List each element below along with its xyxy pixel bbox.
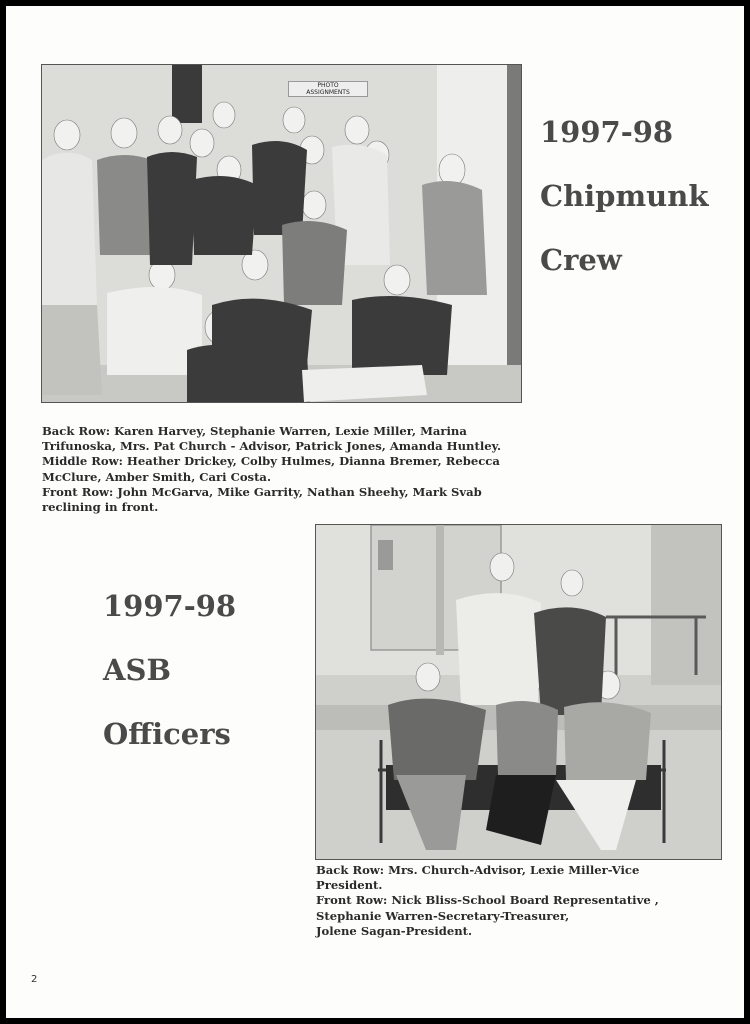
caption-line: Middle Row: Heather Drickey, Colby Hulmes, Dianna Bremer, Rebecca	[42, 454, 500, 469]
yearbook-page	[6, 6, 744, 1018]
caption-line: reclining in front.	[42, 500, 159, 515]
asb-officers-year: 1997-98	[103, 589, 237, 623]
page-number: 2	[31, 974, 38, 985]
chipmunk-crew-title-line-1: Chipmunk	[540, 179, 709, 213]
photo-assignments-poster	[288, 81, 368, 97]
caption-line: Front Row: John McGarva, Mike Garrity, Nathan Sheehy, Mark Svab	[42, 484, 482, 499]
asb-officers-photo-scene	[316, 525, 721, 859]
chipmunk-crew-photo	[41, 64, 522, 403]
caption-line: Jolene Sagan-President.	[316, 923, 473, 938]
caption-line: Front Row: Nick Bliss-School Board Representative ,	[316, 893, 659, 908]
chipmunk-crew-title-line-2: Crew	[540, 243, 622, 277]
caption-line: McClure, Amber Smith, Cari Costa.	[42, 469, 271, 484]
caption-line: Trifunoska, Mrs. Pat Church - Advisor, Patrick Jones, Amanda Huntley.	[42, 439, 502, 454]
asb-officers-caption	[316, 863, 736, 939]
poster-line-1: PHOTO	[317, 82, 339, 89]
poster-line-2: ASSIGNMENTS	[306, 89, 350, 96]
chipmunk-crew-year: 1997-98	[540, 115, 674, 149]
asb-officers-title-line-1: ASB	[103, 653, 171, 687]
chipmunk-crew-caption	[42, 424, 602, 515]
caption-line: Back Row: Mrs. Church-Advisor, Lexie Miller-Vice	[316, 863, 640, 877]
caption-line: President.	[316, 878, 383, 893]
chipmunk-crew-photo-scene	[42, 65, 521, 402]
caption-line: Back Row: Karen Harvey, Stephanie Warren, Lexie Miller, Marina	[42, 424, 467, 438]
asb-officers-title-line-2: Officers	[103, 717, 231, 751]
caption-line: Stephanie Warren-Secretary-Treasurer,	[316, 908, 570, 923]
asb-officers-photo	[315, 524, 722, 860]
